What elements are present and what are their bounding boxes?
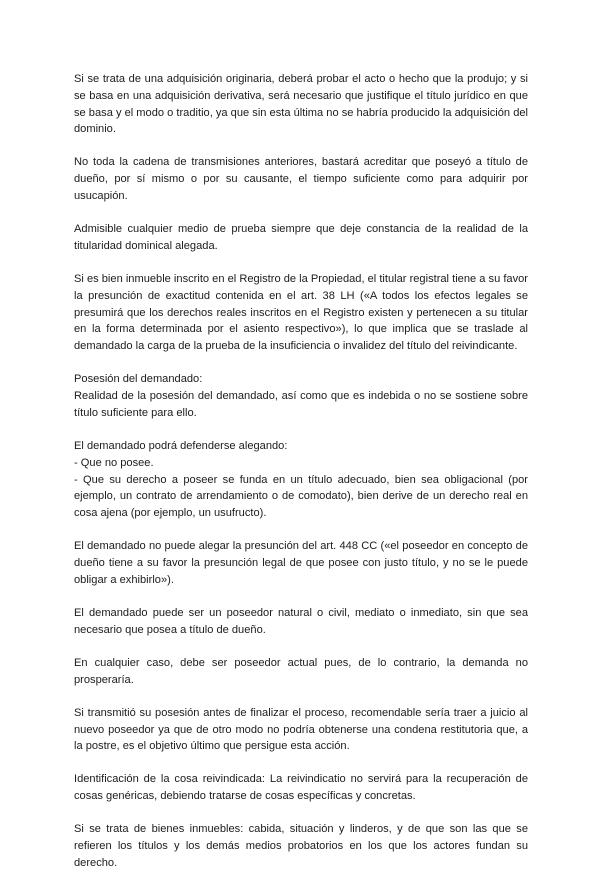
paragraph-posesion: Realidad de la posesión del demandado, así como que es indebida o no se sostiene sobre título suficiente para ello. <box>74 390 528 419</box>
paragraph-registro-propiedad: Si es bien inmueble inscrito en el Registro de la Propiedad, el titular registral tiene a su favor la presunción de exactitud contenida en el art. 38 LH («A todos los efectos legales se presumirá que los derechos reales inscritos en el Registro existen y pertenecen a su titular en la forma determinada por el asiento respectivo»), lo que implica que se traslade al demandado la carga de la prueba de la insuficiencia o invalidez del título del reivindicante. <box>74 273 528 353</box>
section-heading-posesion: Posesión del demandado: <box>74 373 203 386</box>
defensa-list-item: - Que su derecho a poseer se funda en un título adecuado, bien sea obligacional (por ejemplo, un contrato de arrendamiento o de comodato), bien derive de un derecho real en cosa ajena (por ejemplo, un usufructo). <box>74 473 528 520</box>
document-body <box>74 71 528 872</box>
paragraph-transmision-posesion: Si transmitió su posesión antes de finalizar el proceso, recomendable sería traer a juicio al nuevo poseedor ya que de otro modo no podría obtenerse una condena restitutoria que, a la postre, es el objetivo último que persigue esta acción. <box>74 706 528 753</box>
defensa-intro: El demandado podrá defenderse alegando: <box>74 440 288 453</box>
paragraph-poseedor-actual: En cualquier caso, debe ser poseedor actual pues, de lo contrario, la demanda no prosperaría. <box>74 656 528 686</box>
paragraph-poseedor-natural: El demandado puede ser un poseedor natural o civil, mediato o inmediato, sin que sea necesario que posea a título de dueño. <box>74 607 528 636</box>
paragraph-bienes-inmuebles: Si se trata de bienes inmuebles: cabida, situación y linderos, y de que son las que se refieren los títulos y los demás medios probatorios en los que los actores fundan su derecho. <box>74 823 528 869</box>
paragraph-adquisicion: Si se trata de una adquisición originaria, deberá probar el acto o hecho que la produjo; y si se basa en una adquisición derivativa, será necesario que justifique el título jurídico en que se basa y el modo o traditio, ya que sin esta última no se habría producido la adquisición del dominio. <box>74 73 528 136</box>
paragraph-presuncion-448: El demandado no puede alegar la presunción del art. 448 CC («el poseedor en concepto de dueño tiene a su favor la presunción legal de que posee con justo título, y no se le puede obligar a exhibirlo»). <box>74 540 528 586</box>
section-posesion <box>74 371 528 421</box>
paragraph-cadena-transmisiones: No toda la cadena de transmisiones anteriores, bastará acreditar que poseyó a título de dueño, por sí mismo o por su causante, el tiempo suficiente como para adquirir por usucapión. <box>74 156 528 203</box>
section-defensa <box>74 438 528 522</box>
paragraph-identificacion-cosa: Identificación de la cosa reivindicada: La reivindicatio no servirá para la recuperación de cosas genéricas, debiendo tratarse de cosas específicas y concretas. <box>74 773 528 803</box>
paragraph-medio-prueba: Admisible cualquier medio de prueba siempre que deje constancia de la realidad de la titularidad dominical alegada. <box>74 223 528 252</box>
defensa-list-item: - Que no posee. <box>74 456 154 469</box>
